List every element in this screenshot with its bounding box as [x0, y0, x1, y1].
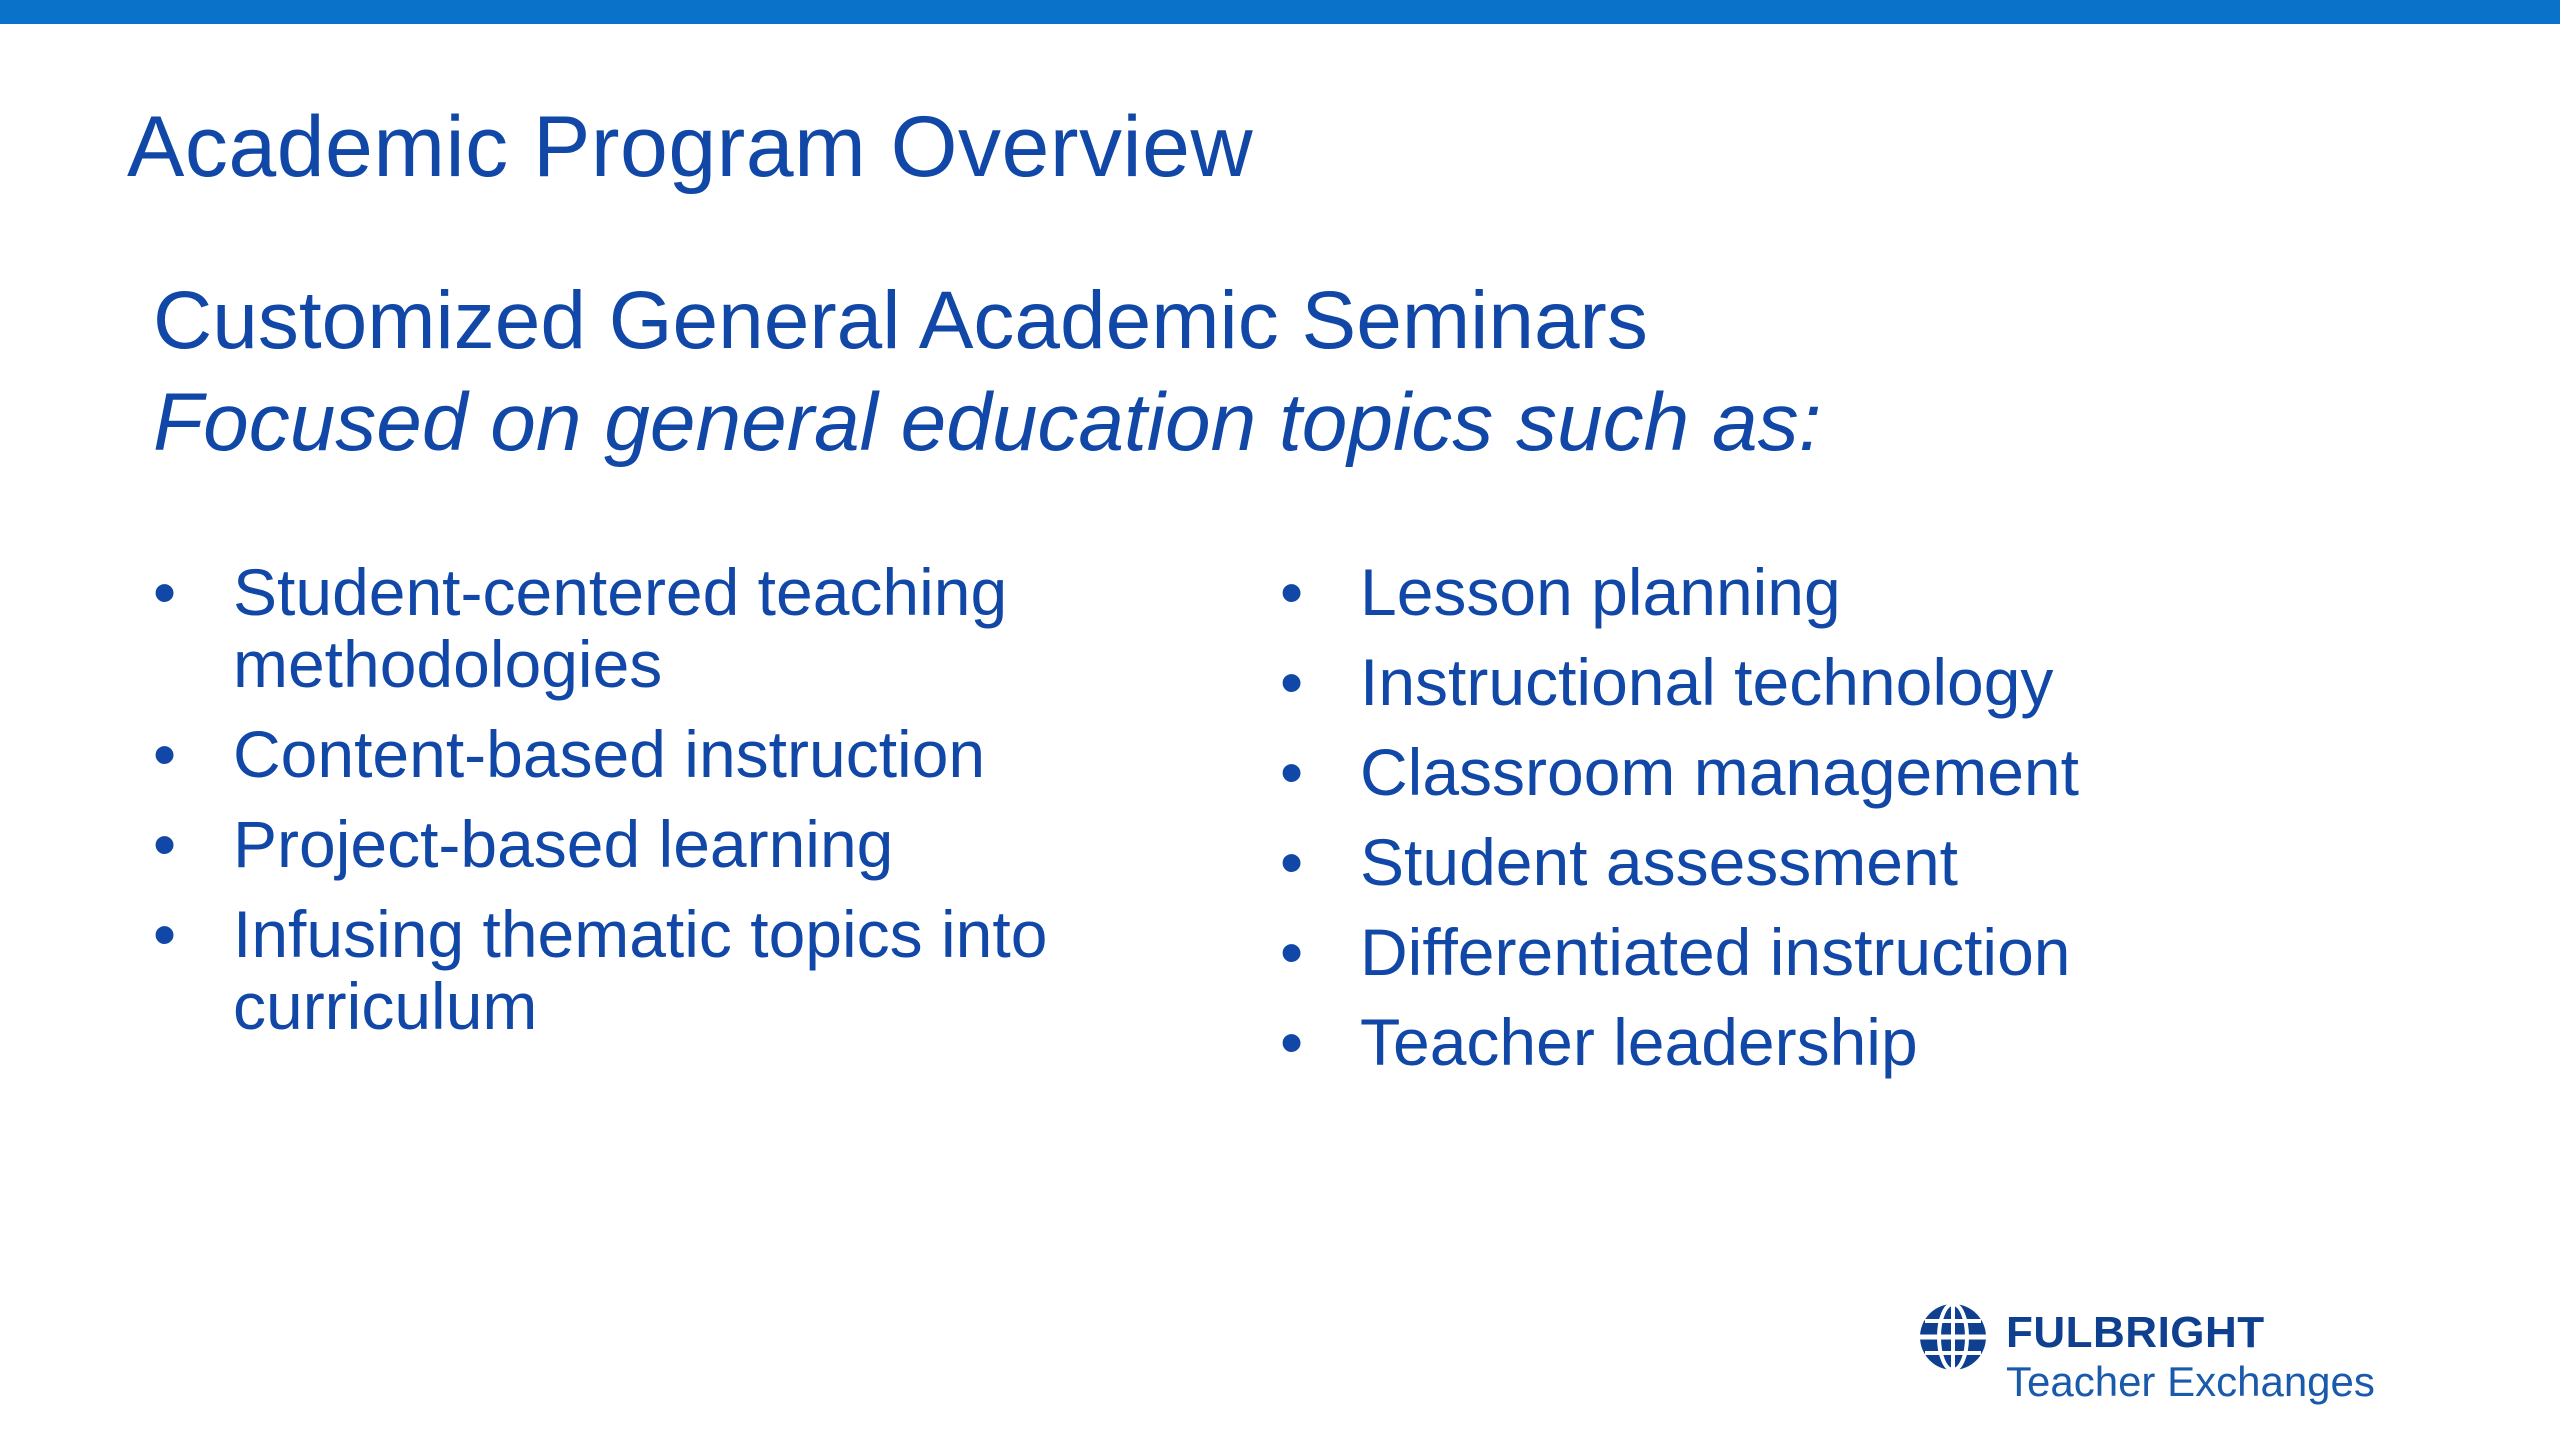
left-topic-list	[153, 556, 1233, 1060]
top-accent-bar	[0, 0, 2560, 24]
topic-item: • Student assessment	[1280, 826, 2380, 898]
section-subheading: Focused on general education topics such as:	[153, 377, 1822, 468]
topic-item: • Differentiated instruction	[1280, 916, 2380, 988]
topic-item: • Teacher leadership	[1280, 1006, 2380, 1078]
section-heading: Customized General Academic Seminars	[153, 275, 1648, 366]
topic-item: • Content-based instruction	[153, 718, 1233, 790]
logo-subtitle: Teacher Exchanges	[2006, 1358, 2375, 1405]
globe-icon	[1918, 1302, 1988, 1372]
page-title: Academic Program Overview	[127, 99, 1254, 195]
topic-item: • Classroom management	[1280, 736, 2380, 808]
topic-item: • Infusing thematic topics into curriculum	[153, 898, 1233, 1042]
topic-item: • Instructional technology	[1280, 646, 2380, 718]
topic-item: • Student-centered teaching methodologies	[153, 556, 1233, 700]
right-topic-list	[1280, 556, 2380, 1096]
logo-name: FULBRIGHT	[2006, 1308, 2265, 1357]
topic-item: • Lesson planning	[1280, 556, 2380, 628]
topic-item: • Project-based learning	[153, 808, 1233, 880]
fulbright-logo	[1918, 1300, 2438, 1420]
